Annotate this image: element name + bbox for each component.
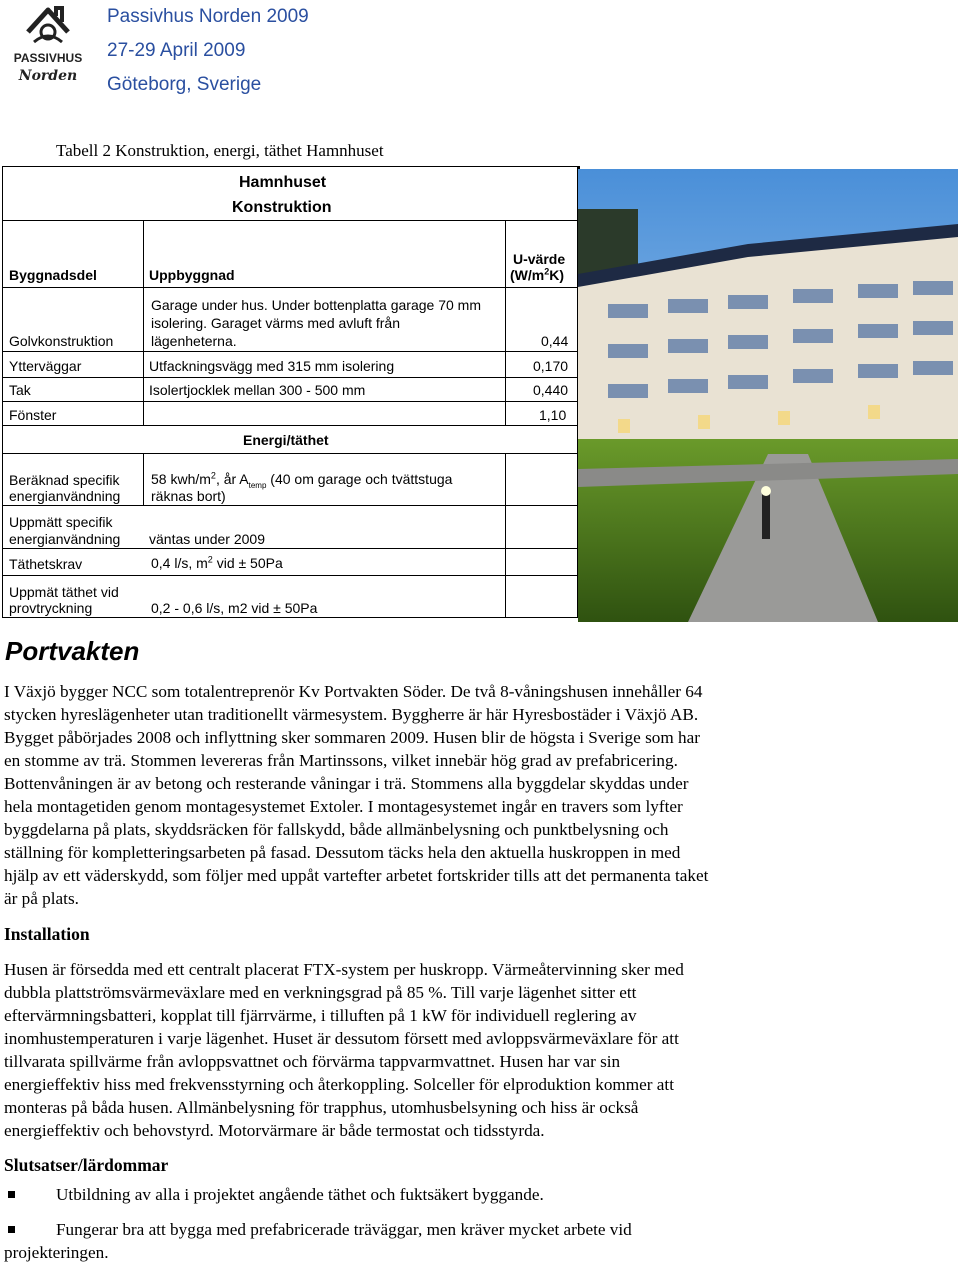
- row-build-line: isolering. Garaget värms med avluft från: [151, 315, 400, 331]
- text-line: eftervärmningsbatteri, kopplat till fjärrvärme, i tilluften på 1 kW för individuell reglering av: [4, 1006, 637, 1025]
- energy-section-title: Energi/täthet: [243, 432, 329, 448]
- bullet-square-icon: [8, 1226, 15, 1233]
- energy-label-line: energianvändning: [9, 531, 121, 547]
- row-u-value: 0,170: [533, 358, 569, 374]
- energy-value-line2: räknas bort): [151, 488, 226, 504]
- energy-label-line: Beräknad specifik: [9, 472, 120, 488]
- text-line: Bygget påbörjades 2008 och inflyttning sker sommaren 2009. Husen blir de högsta i Sverige som har: [4, 728, 700, 747]
- conference-header: [107, 0, 309, 102]
- text-line: tillvarata spillvärme från avloppsvattnet och förvärma tappvarmvattnet. Husen har var sin: [4, 1052, 621, 1071]
- text-line: stycken hyreslägenheter utan traditionellt värmesystem. Byggherre är här Hyresbostäder i Växjö AB.: [4, 705, 699, 724]
- paragraph-installation: [4, 958, 844, 1142]
- text-line: I Växjö bygger NCC som totalentreprenör Kv Portvakten Söder. De två 8-våningshusen innehåller 64: [4, 682, 703, 701]
- text-line: energieffektiv och behovstyrd. Motorvärmare är både termostat och tidsstyrda.: [4, 1121, 545, 1140]
- bullet-square-icon: [8, 1191, 15, 1198]
- col-header-part: Byggnadsdel: [9, 267, 97, 283]
- text-line: Husen är försedda med ett centralt placerat FTX-system per huskropp. Värmeåtervinning sker med: [4, 960, 684, 979]
- energy-value: 0,2 - 0,6 l/s, m2 vid ± 50Pa: [151, 600, 318, 616]
- text-line: inomhustemperaturen i varje lägenhet. Huset är dessutom försett med avloppsvärmeväxlare för att: [4, 1029, 679, 1048]
- row-part: Tak: [9, 382, 31, 398]
- conference-name: Passivhus Norden 2009: [107, 6, 309, 27]
- energy-value: 0,4 l/s, $m^2$ vid ± 50Pa: [151, 554, 283, 571]
- row-build-line: lägenheterna.: [151, 333, 237, 349]
- bullet-item: [4, 1218, 632, 1264]
- col-header-u-line2: $(W/m^2K)$: [510, 266, 565, 283]
- construction-table: [2, 166, 580, 618]
- col-header-build: Uppbyggnad: [149, 267, 235, 283]
- text-line: monteras på båda husen. Allmänbelysning för trapphus, utomhusbelsyning och hiss är också: [4, 1098, 639, 1117]
- bullet-item: [4, 1183, 544, 1206]
- passivhus-norden-logo: [8, 2, 88, 86]
- row-build: Isolertjocklek mellan 300 - 500 mm: [149, 382, 366, 398]
- text-line: dubbla plattströmsvärmeväxlare med en verkningsgrad på 85 %. Till varje lägenhet sitter ett: [4, 983, 637, 1002]
- row-u-value: 0,440: [533, 382, 569, 398]
- table-subtitle: Konstruktion: [232, 199, 332, 216]
- logo-text-passivhus: PASSIVHUS: [13, 51, 83, 65]
- text-line: ställning för kompletteringsarbeten på fasad. Dessutom täcks hela den aktuella huskroppen in med: [4, 843, 681, 862]
- text-line: energieffektiv hiss med frekvensstyrning och återkoppling. Solceller för elproduktion kommer att: [4, 1075, 674, 1094]
- table-caption: Tabell 2 Konstruktion, energi, täthet Hamnhuset: [56, 141, 384, 160]
- bullet-text: Utbildning av alla i projektet angående täthet och fuktsäkert byggande.: [56, 1185, 544, 1204]
- energy-label-line: provtryckning: [9, 600, 93, 616]
- energy-label-line: energianvändning: [9, 488, 121, 504]
- energy-label-line: Uppmätt specifik: [9, 514, 113, 530]
- energy-value: väntas under 2009: [149, 531, 265, 547]
- row-part: Fönster: [9, 407, 57, 423]
- energy-value: 58 kwh/$m^2$, år $A_{temp}$ (40 om garage och tvättstuga: [151, 470, 453, 490]
- text-line: hjälp av ett väderskydd, som följer med uppåt vartefter arbetet fortskrider tills att det permanenta taket: [4, 866, 709, 885]
- energy-label-line: Täthetskrav: [9, 556, 83, 572]
- row-build: Utfackningsvägg med 315 mm isolering: [149, 358, 395, 374]
- building-photo: [578, 169, 958, 622]
- row-part: Ytterväggar: [9, 358, 82, 374]
- bullet-text-continuation: projekteringen.: [4, 1243, 109, 1262]
- text-line: är på plats.: [4, 889, 79, 908]
- col-header-u-line1: U-värde: [513, 251, 566, 267]
- logo-text-norden: Norden: [18, 68, 78, 84]
- bullet-text: Fungerar bra att bygga med prefabricerade träväggar, men kräver mycket arbete vid: [56, 1220, 632, 1239]
- text-line: hela montagetiden genom montagesystemet Extoler. I montagesystemet ingår en travers som lyfter: [4, 797, 683, 816]
- section-title-portvakten: Portvakten: [5, 636, 140, 666]
- row-u-value: 0,44: [541, 333, 569, 349]
- heading-installation: Installation: [4, 924, 90, 944]
- conference-location: Göteborg, Sverige: [107, 74, 262, 95]
- heading-conclusions: Slutsatser/lärdommar: [4, 1155, 169, 1175]
- row-build-line: Garage under hus. Under bottenplatta garage 70 mm: [151, 297, 481, 313]
- table-title: Hamnhuset: [239, 174, 327, 191]
- row-part: Golvkonstruktion: [9, 333, 114, 349]
- energy-label-line: Uppmät täthet vid: [9, 584, 119, 600]
- conference-dates: 27-29 April 2009: [107, 40, 246, 61]
- text-line: byggdelarna på plats, skyddsräcken för fallskydd, både allmänbelysning och punktbelysning och: [4, 820, 669, 839]
- text-line: en stomme av trä. Stommen levereras från Martinssons, vilket innebär hög grad av prefabricering.: [4, 751, 678, 770]
- paragraph-intro: [4, 680, 844, 910]
- text-line: Bottenvåningen är av betong och resterande våningar i trä. Stommens alla byggdelar skyddas under: [4, 774, 689, 793]
- row-u-value: 1,10: [539, 407, 567, 423]
